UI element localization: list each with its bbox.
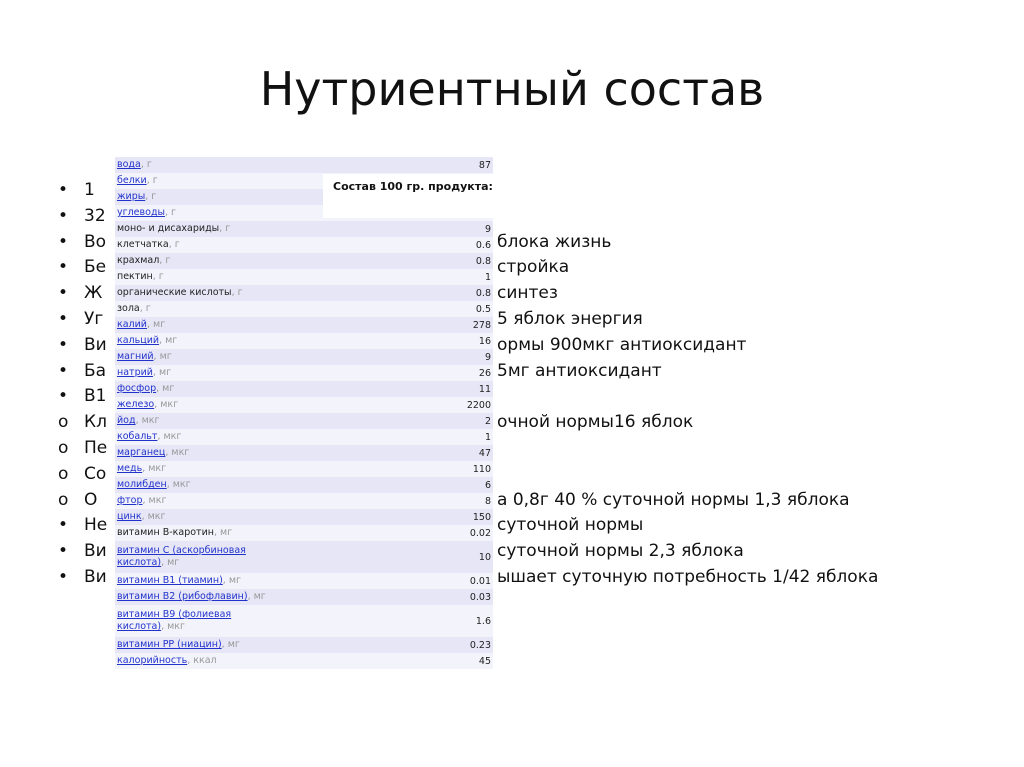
nutrient-value: 26 — [478, 367, 491, 379]
nutrient-value: 2 — [484, 415, 491, 427]
nutrient-value: 0.01 — [469, 575, 491, 587]
nutrient-cell — [117, 495, 166, 507]
table-row — [115, 333, 493, 349]
bullet-text-left: Бе — [84, 257, 107, 278]
nutrient-link[interactable]: фтор — [117, 495, 143, 506]
bullet-text-left: Ви — [84, 567, 107, 587]
bullet-marker: • — [58, 180, 69, 200]
nutrient-value: 11 — [478, 383, 491, 395]
bullet-text-left: 1 — [84, 180, 95, 200]
unit: , мг — [152, 367, 172, 378]
unit: , г — [231, 287, 243, 298]
bullet-marker: o — [58, 438, 69, 458]
nutrient-cell — [117, 335, 177, 347]
nutrient-name: крахмал — [117, 255, 160, 266]
nutrient-cell — [117, 159, 152, 171]
unit: , мг — [222, 575, 241, 586]
table-row — [115, 525, 493, 541]
unit: , мкг — [141, 511, 166, 522]
unit: , мг — [156, 383, 175, 394]
nutrient-value: 0.5 — [475, 303, 491, 315]
bullet-text-right: синтез — [497, 283, 558, 304]
bullet-text-left: Уг — [84, 309, 104, 329]
table-row — [115, 221, 493, 237]
table-row — [115, 317, 493, 333]
nutrient-cell — [117, 287, 243, 299]
nutrient-link[interactable]: магний — [117, 351, 154, 362]
bullet-text-left: Не — [84, 515, 108, 536]
bullet-text-left: Со — [84, 463, 107, 484]
nutrient-cell — [117, 319, 165, 331]
unit: , мкг — [135, 415, 160, 426]
nutrient-link[interactable]: витамин B9 (фолиевая кислота) — [117, 609, 232, 632]
nutrient-name: зола — [117, 303, 140, 314]
bullet-marker: • — [58, 205, 69, 226]
nutrient-value: 9 — [484, 223, 491, 235]
nutrient-cell — [117, 639, 240, 651]
unit: , ккал — [187, 655, 217, 666]
bullet-text-left: Ви — [84, 334, 107, 355]
nutrient-value: 1.6 — [475, 615, 491, 627]
nutrient-link[interactable]: витамин C (аскорбиновая кислота) — [117, 545, 246, 568]
nutrient-cell — [117, 545, 267, 569]
unit: , г — [139, 303, 151, 314]
nutrient-link[interactable]: витамин B1 (тиамин) — [117, 575, 223, 586]
unit: , г — [168, 239, 180, 250]
bullet-marker: o — [58, 489, 69, 510]
bullet-text-left: О — [84, 489, 98, 510]
nutrient-value: 0.02 — [469, 527, 491, 539]
table-row — [115, 301, 493, 317]
nutrient-name: витамин B-каротин — [117, 527, 214, 538]
nutrient-value: 6 — [484, 479, 491, 491]
nutrient-link[interactable]: медь — [117, 463, 143, 474]
nutrient-cell — [117, 511, 166, 523]
nutrient-value: 8 — [484, 495, 491, 507]
bullet-marker: o — [58, 463, 69, 484]
nutrient-link[interactable]: кобальт — [117, 431, 158, 442]
bullet-text-right: 5 яблок энергия — [497, 309, 643, 329]
unit: , мкг — [142, 463, 167, 474]
unit: , г — [140, 159, 152, 170]
nutrient-link[interactable]: цинк — [117, 511, 142, 522]
nutrient-cell — [117, 415, 160, 427]
nutrient-link[interactable]: железо — [117, 399, 155, 410]
nutrient-cell — [117, 351, 172, 363]
table-row — [115, 253, 493, 269]
bullet-marker: • — [58, 334, 69, 355]
bullet-marker: • — [58, 386, 69, 407]
bullet-text-left: Во — [84, 231, 107, 252]
table-row — [115, 573, 493, 589]
nutrient-value: 1 — [484, 431, 491, 443]
nutrient-link[interactable]: калорийность — [117, 655, 188, 666]
nutrient-cell — [117, 609, 267, 633]
nutrient-cell — [117, 191, 156, 203]
bullet-marker: o — [58, 412, 69, 433]
table-row — [115, 413, 493, 429]
nutrient-link[interactable]: фосфор — [117, 383, 157, 394]
bullet-text-right: суточной нормы — [497, 515, 644, 536]
bullet-marker: • — [58, 309, 69, 329]
table-row — [115, 653, 493, 669]
unit: , мг — [153, 351, 172, 362]
table-row — [115, 429, 493, 445]
table-row — [115, 381, 493, 397]
table-row — [115, 541, 493, 573]
nutrient-cell — [117, 479, 191, 491]
nutrient-value: 2200 — [466, 399, 491, 411]
unit: , мг — [159, 335, 178, 346]
nutrient-value: 0.23 — [469, 639, 491, 651]
bullet-text-left: Ви — [84, 541, 107, 562]
bullet-text-right: суточной нормы 2,3 яблока — [497, 541, 744, 562]
table-row — [115, 349, 493, 365]
nutrient-value: 87 — [478, 159, 491, 171]
nutrient-link[interactable]: кальций — [117, 335, 160, 346]
table-row — [115, 237, 493, 253]
unit: , мкг — [166, 479, 191, 490]
nutrient-cell — [117, 175, 158, 187]
bullet-text-left: В1 — [84, 386, 107, 407]
bullet-text-left: 32 — [84, 205, 106, 226]
table-row — [115, 365, 493, 381]
nutrient-value: 1 — [484, 271, 491, 283]
bullet-text-left: Ж — [84, 283, 103, 304]
nutrient-cell — [117, 399, 178, 411]
nutrient-cell — [117, 447, 189, 459]
nutrient-link[interactable]: калий — [117, 319, 147, 330]
nutrient-value: 0.6 — [475, 239, 491, 251]
bullet-marker: • — [58, 567, 69, 587]
bullet-marker: • — [58, 541, 69, 562]
bullet-marker: • — [58, 257, 69, 278]
table-row — [115, 477, 493, 493]
nutrient-link[interactable]: витамин PP (ниацин) — [117, 639, 222, 650]
table-row — [115, 589, 493, 605]
nutrient-link[interactable]: белки — [117, 175, 147, 186]
unit: , г — [159, 255, 171, 266]
unit: , мг — [221, 639, 240, 650]
bullet-text-right: блока жизнь — [497, 231, 612, 252]
nutrient-value: 0.8 — [475, 287, 491, 299]
unit: , г — [165, 207, 177, 218]
nutrient-cell — [117, 367, 171, 379]
unit: , г — [219, 223, 231, 234]
nutrient-link[interactable]: натрий — [117, 367, 153, 378]
table-row — [115, 445, 493, 461]
unit: , мг — [247, 591, 266, 602]
bullet-text-left: Ба — [84, 360, 107, 381]
bullet-text-left: Кл — [84, 412, 107, 433]
nutrient-link[interactable]: углеводы — [117, 207, 166, 218]
table-row — [115, 509, 493, 525]
nutrient-value: 0.03 — [469, 591, 491, 603]
table-row — [115, 493, 493, 509]
nutrient-link[interactable]: молибден — [117, 479, 167, 490]
nutrient-table — [115, 157, 493, 669]
unit: , г — [152, 271, 164, 282]
table-row — [115, 285, 493, 301]
bullet-text-right: 5мг антиоксидант — [497, 360, 662, 381]
nutrient-value: 47 — [478, 447, 491, 459]
nutrient-value: 0.8 — [475, 255, 491, 267]
bullet-text-right: ышает суточную потребность 1/42 яблока — [497, 567, 879, 587]
unit: , мг — [161, 557, 180, 568]
table-row — [115, 269, 493, 285]
nutrient-cell — [117, 431, 181, 443]
table-row — [115, 605, 493, 637]
unit: , мг — [146, 319, 166, 330]
nutrient-value: 110 — [472, 463, 491, 475]
nutrient-cell — [117, 575, 241, 587]
nutrient-value: 10 — [478, 551, 491, 563]
nutrient-value: 150 — [472, 511, 491, 523]
nutrient-cell — [117, 239, 180, 251]
bullet-marker: • — [58, 515, 69, 536]
nutrient-cell — [117, 463, 166, 475]
nutrient-cell — [117, 383, 174, 395]
nutrient-link[interactable]: витамин B2 (рибофлавин) — [117, 591, 248, 602]
nutrient-cell — [117, 527, 232, 539]
nutrient-cell — [117, 255, 170, 267]
bullet-text-right: ормы 900мкг антиоксидант — [497, 334, 747, 355]
unit: , г — [145, 191, 157, 202]
nutrient-name: моно- и дисахариды — [117, 223, 220, 234]
table-row — [115, 637, 493, 653]
nutrient-link[interactable]: марганец — [117, 447, 166, 458]
unit: , мкг — [142, 495, 167, 506]
unit: , г — [146, 175, 158, 186]
bullet-marker: • — [58, 231, 69, 252]
nutrient-cell — [117, 303, 151, 315]
unit: , мг — [213, 527, 233, 538]
nutrient-link[interactable]: жиры — [117, 191, 146, 202]
bullet-text-left: Пе — [84, 438, 108, 458]
unit: , мкг — [161, 621, 186, 632]
nutrient-cell — [117, 655, 217, 667]
bullet-marker: • — [58, 283, 69, 304]
nutrient-value: 45 — [478, 655, 491, 667]
bullet-marker: • — [58, 360, 69, 381]
nutrient-cell — [117, 591, 266, 603]
bullet-text-right: очной нормы16 яблок — [497, 412, 694, 433]
nutrient-link[interactable]: йод — [117, 415, 136, 426]
unit: , мкг — [154, 399, 179, 410]
unit: , мкг — [157, 431, 182, 442]
table-row — [115, 461, 493, 477]
unit: , мкг — [165, 447, 190, 458]
nutrient-value: 16 — [478, 335, 491, 347]
nutrient-name: клетчатка — [117, 239, 169, 250]
nutrient-value: 278 — [472, 319, 491, 331]
nutrient-cell — [117, 223, 230, 235]
bullet-text-right: а 0,8г 40 % суточной нормы 1,3 яблока — [497, 489, 850, 510]
slide-title: Нутриентный состав — [259, 62, 765, 116]
nutrient-value: 9 — [484, 351, 491, 363]
nutrient-link[interactable]: вода — [117, 159, 141, 170]
nutrient-cell — [117, 207, 176, 219]
nutrient-name: пектин — [117, 271, 153, 282]
bullet-text-right: стройка — [497, 257, 570, 278]
table-heading: Состав 100 гр. продукта: — [333, 180, 493, 193]
nutrient-name: органические кислоты — [117, 287, 232, 298]
table-row — [115, 397, 493, 413]
nutrient-cell — [117, 271, 164, 283]
table-row — [115, 157, 493, 173]
